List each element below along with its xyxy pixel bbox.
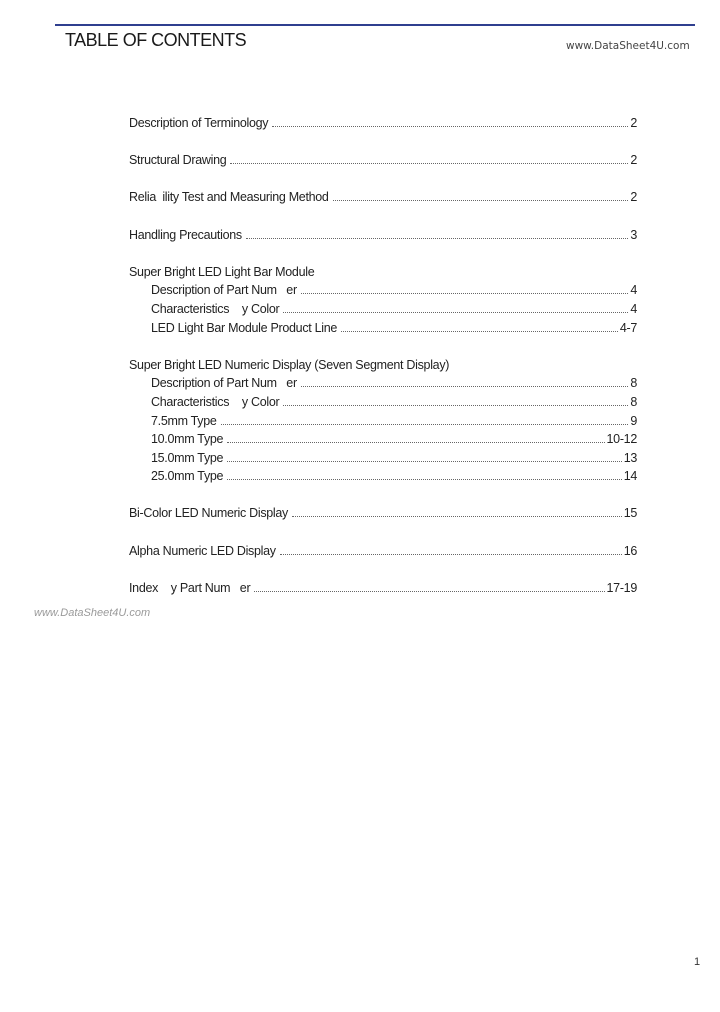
toc-entry-label: Description of Terminology <box>129 116 269 130</box>
dot-leader <box>280 554 622 555</box>
dot-leader <box>301 386 629 387</box>
dot-leader <box>341 331 618 332</box>
toc-entry-label: Structural Drawing <box>129 153 227 168</box>
toc-subentry[interactable] <box>129 395 637 414</box>
toc-entry-label: Characteristics y Color <box>151 301 280 316</box>
toc-subentry[interactable] <box>129 302 637 321</box>
dot-leader <box>246 238 629 239</box>
toc-section-heading: Super Bright LED Numeric Display (Seven Segment Display) <box>129 357 450 372</box>
toc-entry-page: 2 <box>630 116 637 130</box>
toc-entry-page: 3 <box>630 227 637 242</box>
toc-entry-label: Handling Precautions <box>129 227 242 242</box>
toc-entry-label: 25.0mm Type <box>151 469 224 484</box>
toc-entry[interactable] <box>129 544 637 563</box>
toc-entry[interactable] <box>129 153 637 172</box>
toc-entry-page: 16 <box>623 543 637 558</box>
dot-leader <box>227 442 604 443</box>
toc-entry-label: Characteristics y Color <box>151 394 280 409</box>
dot-leader <box>227 479 621 480</box>
dot-leader <box>221 424 629 425</box>
dot-leader <box>283 312 628 313</box>
watermark-url-left[interactable]: www.DataSheet4U.com <box>34 607 151 619</box>
toc-entry-label: Bi-Color LED Numeric Display <box>129 506 289 521</box>
toc-subentry[interactable] <box>129 283 637 302</box>
toc-entry[interactable] <box>129 116 637 135</box>
toc-entry-label: 15.0mm Type <box>151 450 224 465</box>
dot-leader <box>272 126 628 127</box>
toc-subentry[interactable] <box>129 376 637 395</box>
toc-subentry[interactable] <box>129 321 637 340</box>
toc-subentry[interactable] <box>129 414 637 433</box>
toc-entry-label: Description of Part Num er <box>151 283 297 298</box>
toc-entry-label: 10.0mm Type <box>151 432 224 447</box>
toc-entry-page: 2 <box>630 190 637 205</box>
toc-entry-label: LED Light Bar Module Product Line <box>151 320 338 335</box>
header-rule <box>55 24 695 26</box>
dot-leader <box>283 405 628 406</box>
toc-entry[interactable] <box>129 581 637 600</box>
toc-subentry[interactable] <box>129 469 637 488</box>
toc-subentry[interactable] <box>129 432 637 451</box>
toc-entry-page: 2 <box>630 153 637 168</box>
toc-entry-page: 17-19 <box>606 580 637 595</box>
toc-entry-page: 4 <box>630 301 637 316</box>
toc-subentry[interactable] <box>129 451 637 470</box>
dot-leader <box>301 293 629 294</box>
page-number: 1 <box>694 956 701 968</box>
toc-entry-page: 9 <box>630 413 637 428</box>
toc-entry-page: 10-12 <box>606 432 637 447</box>
toc-entry-page: 13 <box>623 450 637 465</box>
toc-entry[interactable] <box>129 190 637 209</box>
toc-section-heading: Super Bright LED Light Bar Module <box>129 264 315 279</box>
toc-entry-page: 15 <box>623 506 637 521</box>
dot-leader <box>227 461 621 462</box>
toc-entry[interactable] <box>129 228 637 247</box>
dot-leader <box>333 200 629 201</box>
toc-entry-page: 4-7 <box>619 320 637 335</box>
dot-leader <box>230 163 628 164</box>
toc-entry-label: Alpha Numeric LED Display <box>129 543 276 558</box>
dot-leader <box>254 591 604 592</box>
toc-entry-label: Relia ility Test and Measuring Method <box>129 190 329 205</box>
toc-entry-page: 8 <box>630 394 637 409</box>
dot-leader <box>292 516 622 517</box>
watermark-url-top[interactable]: www.DataSheet4U.com <box>566 40 690 52</box>
toc-entry-label: Description of Part Num er <box>151 376 297 391</box>
toc-entry[interactable] <box>129 506 637 525</box>
toc-entry-label: 7.5mm Type <box>151 413 217 428</box>
page-title: TABLE OF CONTENTS <box>65 30 247 50</box>
table-of-contents <box>129 116 637 599</box>
toc-entry-page: 8 <box>630 376 637 391</box>
toc-entry-label: Index y Part Num er <box>129 580 251 595</box>
toc-entry-page: 4 <box>630 283 637 298</box>
toc-entry-page: 14 <box>623 469 637 484</box>
